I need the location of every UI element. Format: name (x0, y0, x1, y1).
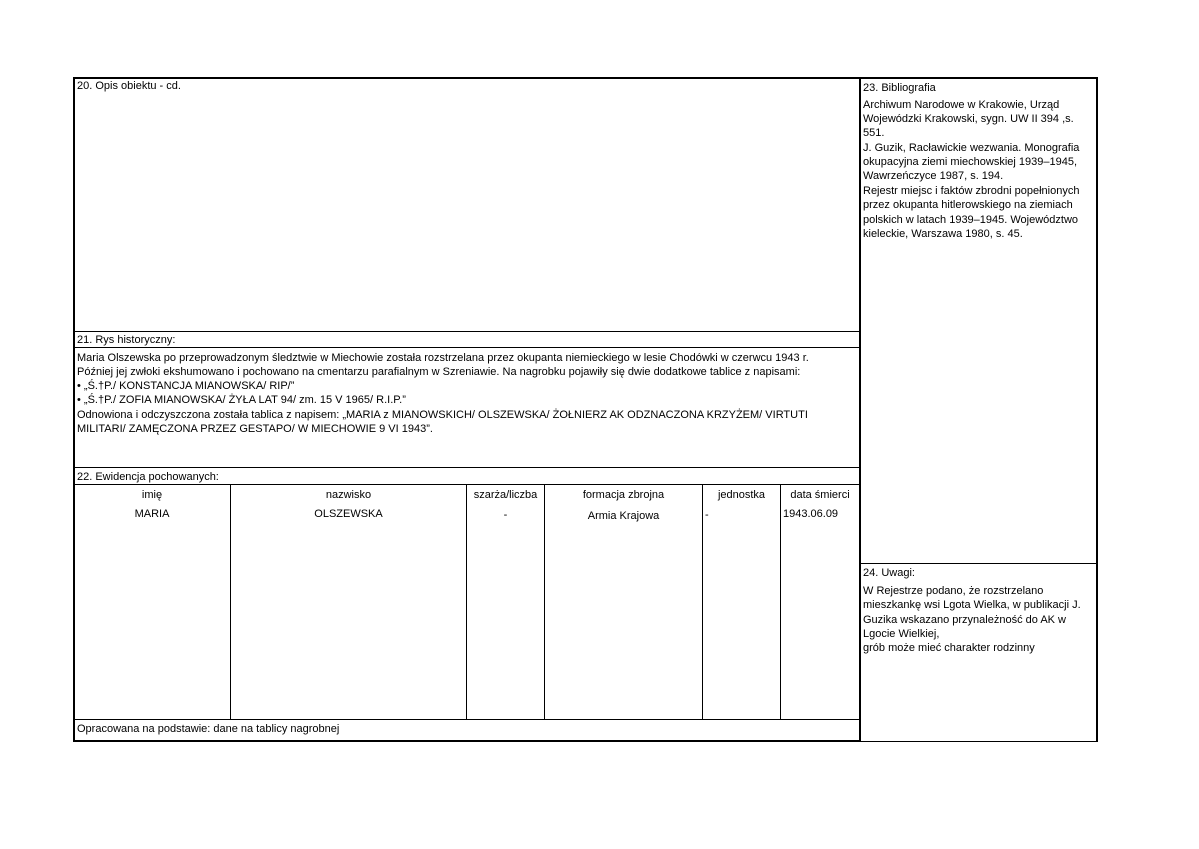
divider-21-sub (74, 347, 860, 348)
divider-22-sub (74, 484, 860, 485)
cell-formation: Armia Krajowa (587, 510, 660, 522)
bibliography-line: Rejestr miejsc i faktów zbrodni popełnionych (863, 185, 1080, 197)
col-line-4 (702, 485, 703, 719)
history-line: • „Ś.†P./ ZOFIA MIANOWSKA/ ŻYŁA LAT 94/ zm. 15 V 1965/ R.I.P.” (77, 394, 406, 406)
header-unit: jednostka (717, 489, 766, 501)
frame-top-right (860, 77, 1098, 79)
history-line: • „Ś.†P./ KONSTANCJA MIANOWSKA/ RIP/” (77, 380, 295, 392)
bibliography-line: przez okupanta hitlerowskiego na ziemiach (863, 199, 1073, 211)
history-line: Odnowiona i odczyszczona została tablica z napisem: „MARIA z MIANOWSKICH/ OLSZEWSKA/ ŻOŁNIERZ AK ODZNACZONA KRZYŻEM/ VIRTUTI (77, 409, 808, 421)
bibliography-line: kieleckie, Warszawa 1980, s. 45. (863, 228, 1023, 240)
history-line: MILITARI/ ZAMĘCZONA PRZEZ GESTAPO/ W MIECHOWIE 9 VI 1943”. (77, 423, 433, 435)
divider-23-24 (860, 563, 1097, 564)
section-21-title: 21. Rys historyczny: (77, 334, 176, 346)
frame-right (1096, 77, 1098, 742)
cell-rank: - (503, 509, 508, 521)
bibliography-line: polskich w latach 1939–1945. Województwo (863, 214, 1079, 226)
section-23-title: 23. Bibliografia (863, 82, 936, 94)
section-20-title: 20. Opis obiektu - cd. (77, 80, 181, 92)
bibliography-line: Wojewódzki Krakowski, sygn. UW II 394 ,s. (863, 113, 1074, 125)
header-formation: formacja zbrojna (582, 489, 665, 501)
header-rank: szarża/liczba (473, 489, 538, 501)
remark-line: mieszkankę wsi Lgota Wielka, w publikacji J. (863, 599, 1081, 611)
frame-bottom-left (73, 740, 861, 742)
history-line: Później jej zwłoki ekshumowano i pochowano na cmentarzu parafialnym w Szreniawie. Na nagrobku pojawiły się dwie dodatkowe tablice z napisami: (77, 366, 801, 378)
frame-mid (859, 77, 861, 742)
remark-line: Guzika wskazano przynależność do AK w (863, 614, 1066, 626)
frame-left (73, 77, 75, 742)
bibliography-line: J. Guzik, Racławickie wezwania. Monografia (863, 142, 1080, 154)
cell-last-name: OLSZEWSKA (314, 508, 383, 520)
cell-death-date: 1943.06.09 (783, 508, 839, 520)
bibliography-line: Archiwum Narodowe w Krakowie, Urząd (863, 99, 1060, 111)
header-first-name: imię (141, 489, 163, 501)
remark-line: grób może mieć charakter rodzinny (863, 642, 1035, 654)
divider-21-22 (74, 467, 860, 468)
history-line: Maria Olszewska po przeprowadzonym śledztwie w Miechowie została rozstrzelana przez okupanta niemieckiego w lesie Chodówki w czerwcu 1943 r. (77, 352, 809, 364)
section-22-title: 22. Ewidencja pochowanych: (77, 471, 219, 483)
divider-20-21 (74, 331, 860, 332)
cell-unit: - (705, 509, 709, 521)
bibliography-line: 551. (863, 127, 885, 139)
cell-first-name: MARIA (134, 508, 170, 520)
table-footer-source: Opracowana na podstawie: dane na tablicy nagrobnej (77, 723, 340, 735)
remark-line: Lgocie Wielkiej, (863, 628, 940, 640)
frame-top-left (74, 77, 862, 79)
frame-bottom-right (860, 741, 1098, 742)
col-line-5 (780, 485, 781, 719)
bibliography-line: okupacyjna ziemi miechowskiej 1939–1945, (863, 156, 1078, 168)
bibliography-line: Wawrzeńczyce 1987, s. 194. (863, 170, 1004, 182)
header-last-name: nazwisko (325, 489, 372, 501)
divider-table-footer (74, 719, 860, 720)
section-24-title: 24. Uwagi: (863, 567, 915, 579)
header-death-date: data śmierci (790, 489, 850, 501)
remark-line: W Rejestrze podano, że rozstrzelano (863, 585, 1044, 597)
